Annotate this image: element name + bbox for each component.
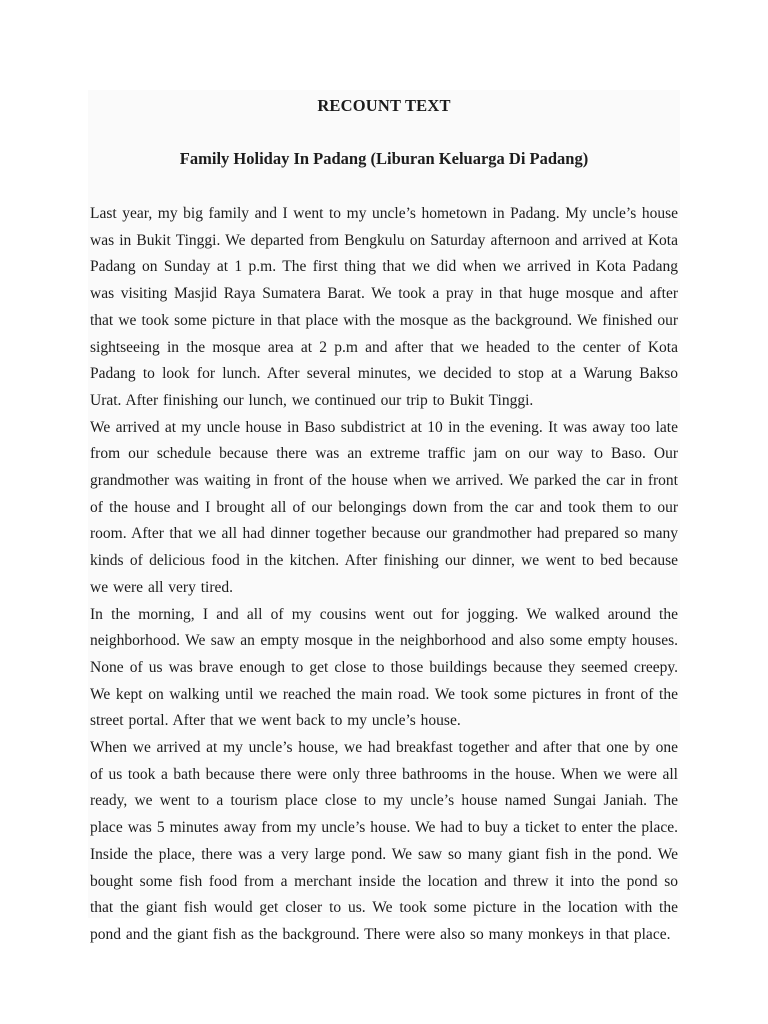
- document-subtitle: Family Holiday In Padang (Liburan Keluarga Di Padang): [179, 149, 589, 168]
- paragraph-3: In the morning, I and all of my cousins went out for jogging. We walked around the neighborhood. We saw an empty mosque in the neighborhood and also some empty houses. None of us was brave enough to get close to those buildings because they seemed creepy. We kept on walking until we reached the main road. We took some pictures in front of the street portal. After that we went back to my uncle’s house.: [90, 605, 678, 730]
- paragraph-1: Last year, my big family and I went to my uncle’s hometown in Padang. My uncle’s house was in Bukit Tinggi. We departed from Bengkulu on Saturday afternoon and arrived at Kota Padang on Sunday at 1 p.m. The first thing that we did when we arrived in Kota Padang was visiting Masjid Raya Sumatera Barat. We took a pray in that huge mosque and after that we took some picture in that place with the mosque as the background. We finished our sightseeing in the mosque area at 2 p.m and after that we headed to the center of Kota Padang to look for lunch. After several minutes, we decided to stop at a Warung Bakso Urat. After finishing our lunch, we continued our trip to Bukit Tinggi.: [90, 205, 678, 409]
- document-page: [88, 90, 680, 943]
- document-title: RECOUNT TEXT: [317, 96, 451, 115]
- document-body: [90, 201, 678, 949]
- paragraph-4: When we arrived at my uncle’s house, we had breakfast together and after that one by one of us took a bath because there were only three bathrooms in the house. When we were all ready, we went to a tourism place close to my uncle’s house named Sungai Janiah. The place was 5 minutes away from my uncle’s house. We had to buy a ticket to enter the place. Inside the place, there was a very large pond. We saw so many giant fish in the pond. We bought some fish food from a merchant inside the location and threw it into the pond so that the giant fish would get closer to us. We took some picture in the location with the pond and the giant fish as the background. There were also so many monkeys in that place.: [90, 739, 678, 943]
- paragraph-2: We arrived at my uncle house in Baso subdistrict at 10 in the evening. It was away too late from our schedule because there was an extreme traffic jam on our way to Baso. Our grandmother was waiting in front of the house when we arrived. We parked the car in front of the house and I brought all of our belongings down from the car and took them to our room. After that we all had dinner together because our grandmother had prepared so many kinds of delicious food in the kitchen. After finishing our dinner, we went to bed because we were all very tired.: [90, 418, 678, 596]
